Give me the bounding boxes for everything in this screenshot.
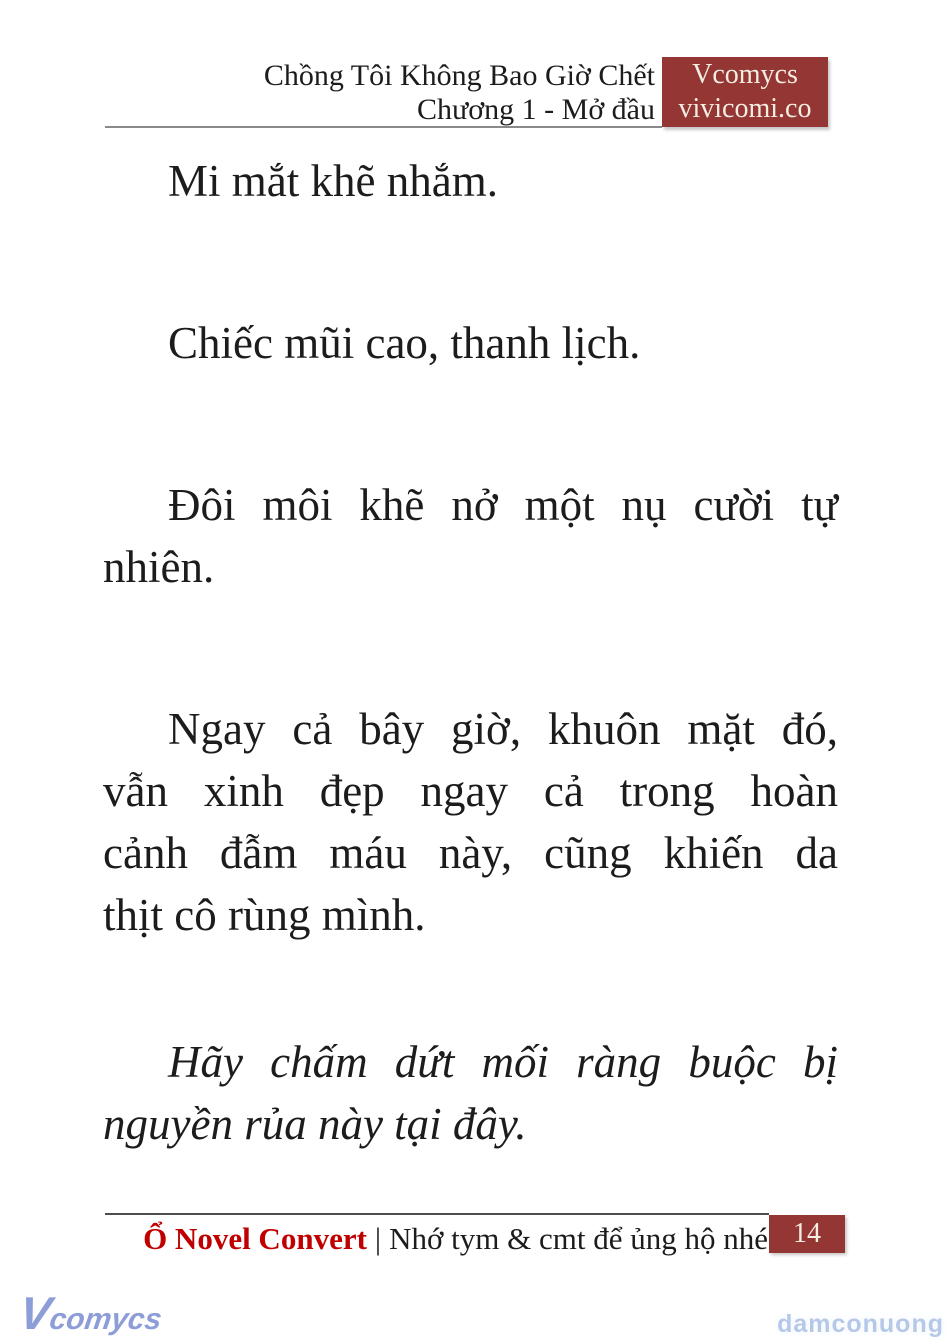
page-number-badge xyxy=(769,1215,845,1253)
text-line: Mi mắt khẽ nhắm. xyxy=(168,156,498,206)
page-header xyxy=(264,59,655,127)
paragraph xyxy=(103,474,838,598)
text-line: thịt cô rùng mình. xyxy=(103,890,426,940)
footer-brand: Ổ Novel Convert xyxy=(143,1221,367,1256)
brand-site: vivicomi.co xyxy=(678,93,812,124)
text-line: nhiên. xyxy=(103,542,215,592)
brand-box xyxy=(662,57,828,127)
paragraph xyxy=(103,312,838,374)
body-text xyxy=(103,150,838,1155)
vcomycs-logo-watermark: Vcomycs xyxy=(16,1287,164,1339)
paragraph xyxy=(103,1031,838,1155)
text-line: vẫn xinh đẹp ngay cả trong hoàn xyxy=(103,766,838,816)
paragraph xyxy=(103,698,838,946)
text-line: Hãy chấm dứt mối ràng buộc bị xyxy=(168,1037,838,1087)
footer-note: Nhớ tym & cmt để ủng hộ nhé xyxy=(389,1221,768,1256)
paragraph xyxy=(103,150,838,212)
text-line: cảnh đẫm máu này, cũng khiến da xyxy=(103,828,838,878)
text-line: Đôi môi khẽ nở một nụ cười tự xyxy=(168,480,838,530)
header-divider xyxy=(105,126,662,128)
footer-divider xyxy=(105,1213,769,1215)
damconuong-watermark: damconuong xyxy=(777,1310,944,1338)
text-line: Chiếc mũi cao, thanh lịch. xyxy=(168,318,641,368)
chapter-title: Chương 1 - Mở đầu xyxy=(417,93,655,126)
footer-separator: | xyxy=(374,1221,382,1256)
page-number: 14 xyxy=(793,1218,821,1249)
book-title: Chồng Tôi Không Bao Giờ Chết xyxy=(263,59,655,92)
page-footer xyxy=(143,1221,768,1257)
brand-name: Vcomycs xyxy=(692,59,798,90)
text-line: nguyền rủa này tại đây. xyxy=(103,1099,527,1149)
text-line: Ngay cả bây giờ, khuôn mặt đó, xyxy=(168,704,838,754)
